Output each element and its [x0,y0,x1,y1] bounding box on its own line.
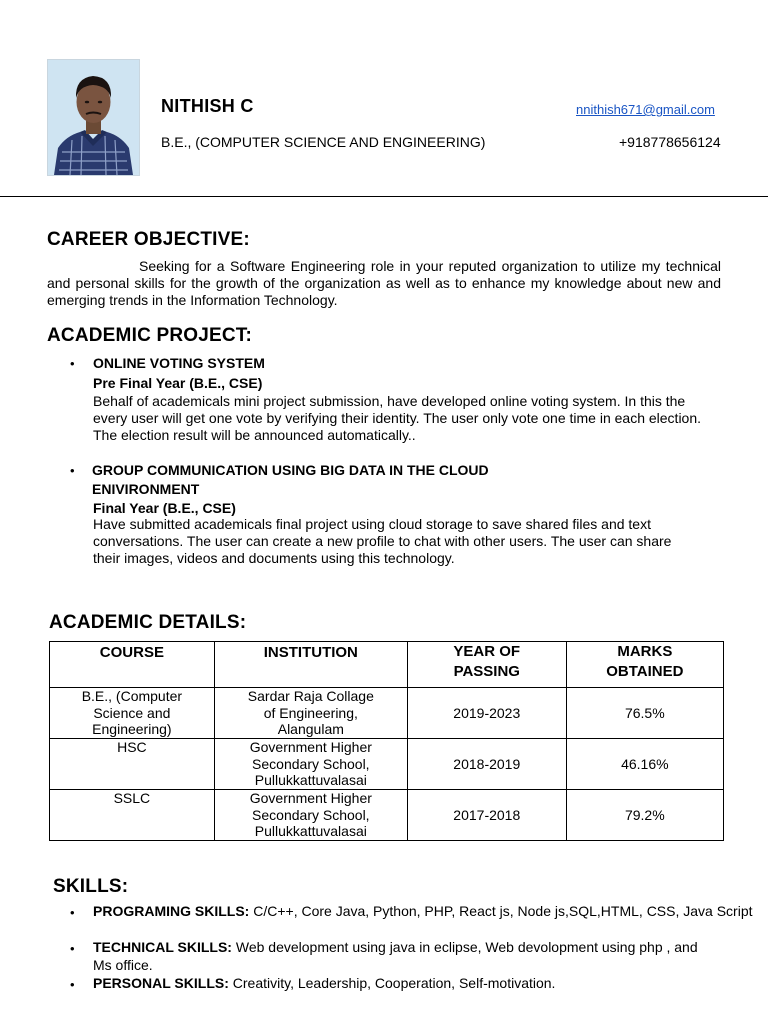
skill-item-personal [93,975,733,993]
year-cell: 2019-2023 [407,688,566,739]
profile-photo [47,59,140,176]
bullet-icon: • [70,463,75,478]
skill-text: Creativity, Leadership, Cooperation, Self-motivation. [228,975,556,991]
project-year: Final Year (B.E., CSE) [93,500,236,516]
column-header-institution: INSTITUTION [214,642,407,688]
course-cell: B.E., (Computer Science and Engineering) [50,688,215,739]
skills-heading: SKILLS: [53,876,129,897]
table-header-row [50,642,724,688]
skill-item-programing [93,903,758,921]
bullet-icon: • [70,356,75,371]
skill-item-technical [93,939,703,974]
marks-cell: 79.2% [566,790,723,841]
skill-label: PERSONAL SKILLS: [93,975,229,991]
year-cell: 2018-2019 [407,739,566,790]
candidate-degree: B.E., (COMPUTER SCIENCE AND ENGINEERING) [161,134,486,150]
skill-text: C/C++, Core Java, Python, PHP, React js, Node js,SQL,HTML, CSS, Java Script [249,903,753,919]
marks-cell: 46.16% [566,739,723,790]
course-cell: SSLC [50,790,215,841]
marks-cell: 76.5% [566,688,723,739]
project-year: Pre Final Year (B.E., CSE) [93,375,263,391]
header-divider [0,196,768,197]
column-header-course: COURSE [50,642,215,688]
career-objective-heading: CAREER OBJECTIVE: [47,229,250,250]
person-photo-icon [48,60,139,175]
career-objective-text: Seeking for a Software Engineering role in your reputed organization to utilize my technical and personal skills for the growth of the organization as well as to enhance my knowledge about new and emerging trends in the Information Technology. [47,258,721,308]
table-row [50,790,724,841]
project-description: Have submitted academicals final project using cloud storage to save shared files and text conversations. The user can create a new profile to chat with other users. The user can share their images, videos and documents using this technology. [93,516,672,566]
institution-cell: Government Higher Secondary School, Pullukkattuvalasai [214,790,407,841]
column-header-marks: MARKS OBTAINED [566,642,723,688]
skill-label: PROGRAMING SKILLS: [93,903,250,919]
bullet-icon: • [70,905,75,920]
candidate-name: NITHISH C [161,96,254,116]
academic-details-heading: ACADEMIC DETAILS: [49,612,247,633]
table-row [50,688,724,739]
phone-number: +918778656124 [619,134,721,150]
skill-text: Web development using java in eclipse, Web devolopment using php , and Ms office. [93,939,698,973]
academic-details-table [49,641,724,841]
project-title: ONLINE VOTING SYSTEM [93,355,265,371]
year-cell: 2017-2018 [407,790,566,841]
academic-project-heading: ACADEMIC PROJECT: [47,325,253,346]
skill-label: TECHNICAL SKILLS: [93,939,232,955]
email-link[interactable]: nnithish671@gmail.com [576,102,715,117]
column-header-year: YEAR OF PASSING [407,642,566,688]
project-description: Behalf of academicals mini project submission, have developed online voting system. In this the every user will get one vote by verifying their identity. The user only vote one time in each election. The election result will be announced automatically.. [93,393,702,443]
table-row [50,739,724,790]
project-title: GROUP COMMUNICATION USING BIG DATA IN THE CLOUD ENIVIRONMENT [92,462,489,497]
institution-cell: Sardar Raja Collage of Engineering, Alangulam [214,688,407,739]
course-cell: HSC [50,739,215,790]
bullet-icon: • [70,977,75,992]
bullet-icon: • [70,941,75,956]
institution-cell: Government Higher Secondary School, Pullukkattuvalasai [214,739,407,790]
